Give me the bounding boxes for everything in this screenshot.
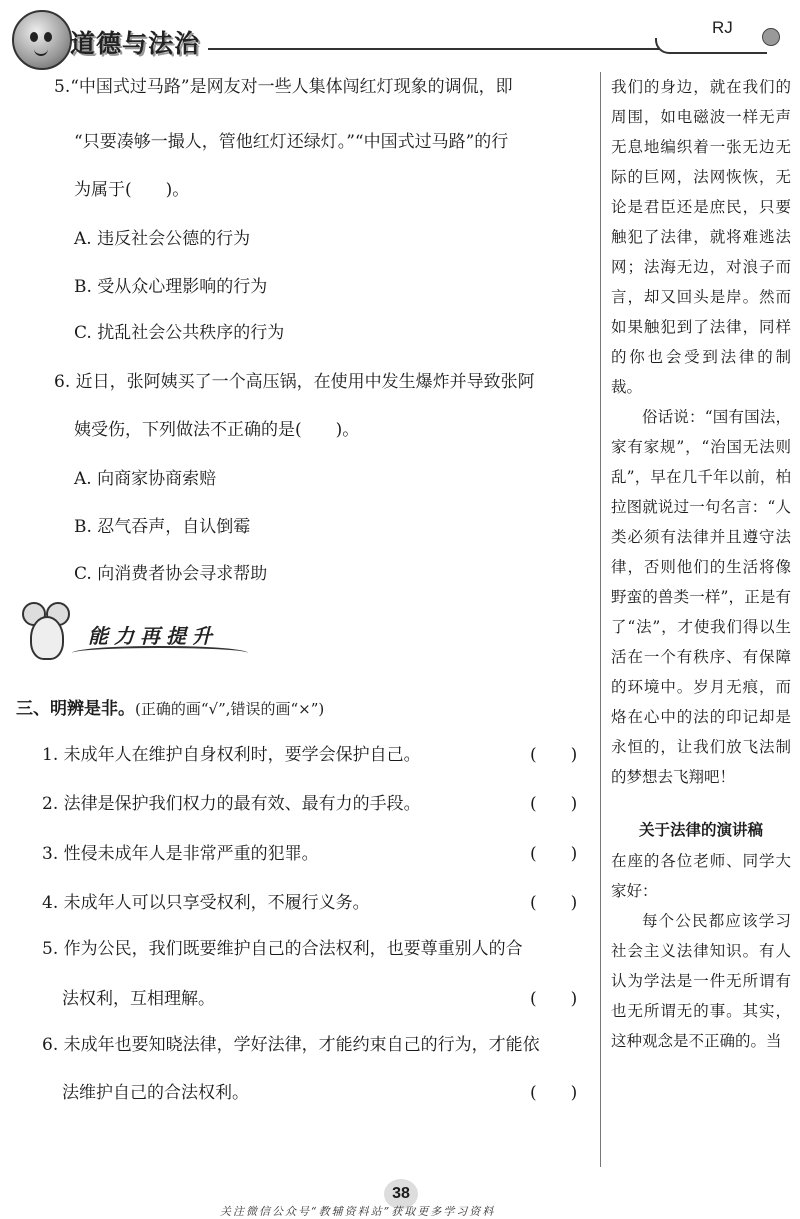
q6-option-c: C. 向消费者协会寻求帮助 bbox=[74, 564, 268, 584]
q5-line-3: 为属于( )。 bbox=[74, 180, 190, 200]
q6-option-a: A. 向商家协商索赔 bbox=[74, 469, 217, 489]
edition-label: RJ bbox=[712, 18, 733, 37]
sidebar-para-4: 每个公民都应该学习社会主义法律知识。有人认为学法是一件无所谓有也无所谓无的事。其实，这种观念是不正确的。当 bbox=[611, 912, 791, 1050]
section3-title: 三、明辨是非。 bbox=[16, 699, 135, 718]
small-mascot-icon bbox=[762, 28, 780, 46]
header-rule bbox=[208, 48, 660, 50]
mascot-icon bbox=[12, 10, 72, 70]
judgment-5-line-2: 法权利，互相理解。 bbox=[62, 989, 215, 1009]
header-curve bbox=[655, 38, 767, 54]
subject-title: 道德与法治 bbox=[70, 29, 201, 58]
q6-option-b: B. 忍气吞声，自认倒霉 bbox=[74, 517, 251, 537]
section-banner bbox=[12, 600, 252, 670]
judgment-2-answer[interactable]: ( ) bbox=[530, 794, 578, 814]
q5-option-a: A. 违反社会公德的行为 bbox=[74, 229, 251, 249]
column-divider bbox=[600, 72, 601, 1167]
sidebar-subtitle: 关于法律的演讲稿 bbox=[638, 822, 763, 839]
banner-title: 能力再提升 bbox=[88, 624, 218, 648]
sidebar-para-1: 我们的身边，就在我们的周围，如电磁波一样无声无息地编织着一张无边无际的巨网，法网恢恢，无论是君臣还是庶民，只要触犯了法律，就将难逃法网；法海无边，对浪子而言，却又回头是岸。然而如果触犯到了法律，同样的你也会受到法律的制裁。 bbox=[611, 78, 791, 396]
q6-line-1: 6. 近日，张阿姨买了一个高压锅，在使用中发生爆炸并导致张阿 bbox=[54, 372, 535, 392]
page-header bbox=[0, 0, 800, 70]
page-footer bbox=[0, 1175, 800, 1217]
judgment-1: 1. 未成年人在维护自身权利时，要学会保护自己。 bbox=[42, 745, 421, 765]
judgment-6-line-1: 6. 未成年也要知晓法律，学好法律，才能约束自己的行为，才能依 bbox=[42, 1035, 540, 1055]
judgment-6-line-2: 法维护自己的合法权利。 bbox=[62, 1083, 249, 1103]
q5-line-1: 5.“中国式过马路”是网友对一些人集体闯红灯现象的调侃，即 bbox=[54, 77, 513, 97]
section3-heading bbox=[16, 694, 324, 719]
judgment-5-answer[interactable]: ( ) bbox=[530, 989, 578, 1009]
judgment-4: 4. 未成年人可以只享受权利，不履行义务。 bbox=[42, 893, 370, 913]
page-number: 38 bbox=[384, 1179, 418, 1209]
sidebar-para-3: 在座的各位老师、同学大家好： bbox=[611, 852, 791, 900]
judgment-3: 3. 性侵未成年人是非常严重的犯罪。 bbox=[42, 844, 319, 864]
sidebar-para-2: 俗话说：“国有国法，家有家规”，“治国无法则乱”，早在几千年以前，柏拉图就说过一句名言：“人类必须有法律并且遵守法律，否则他们的生活将像野蛮的兽类一样”，正是有了“法”，才使我们得以生活在一个有秩序、有保障的环境中。岁月无痕，而烙在心中的法的印记却是永恒的，让我们放飞法制的梦想去飞翔吧！ bbox=[611, 408, 791, 786]
q5-line-2: “只要凑够一撮人，管他红灯还绿灯。”“中国式过马路”的行 bbox=[74, 132, 509, 152]
sidebar-reading bbox=[611, 72, 791, 1056]
judgment-2: 2. 法律是保护我们权力的最有效、最有力的手段。 bbox=[42, 794, 421, 814]
q6-line-2: 姨受伤，下列做法不正确的是( )。 bbox=[74, 420, 360, 440]
judgment-4-answer[interactable]: ( ) bbox=[530, 893, 578, 913]
judgment-6-answer[interactable]: ( ) bbox=[530, 1083, 578, 1103]
footer-text: 关注微信公众号“教辅资料站”获取更多学习资料 bbox=[220, 1205, 496, 1218]
judgment-3-answer[interactable]: ( ) bbox=[530, 844, 578, 864]
q5-option-c: C. 扰乱社会公共秩序的行为 bbox=[74, 323, 285, 343]
section3-note: (正确的画“√”,错误的画“×”) bbox=[135, 700, 325, 718]
mouse-mascot-icon bbox=[20, 602, 70, 664]
judgment-1-answer[interactable]: ( ) bbox=[530, 745, 578, 765]
q5-option-b: B. 受从众心理影响的行为 bbox=[74, 277, 268, 297]
judgment-5-line-1: 5. 作为公民，我们既要维护自己的合法权利，也要尊重别人的合 bbox=[42, 939, 523, 959]
